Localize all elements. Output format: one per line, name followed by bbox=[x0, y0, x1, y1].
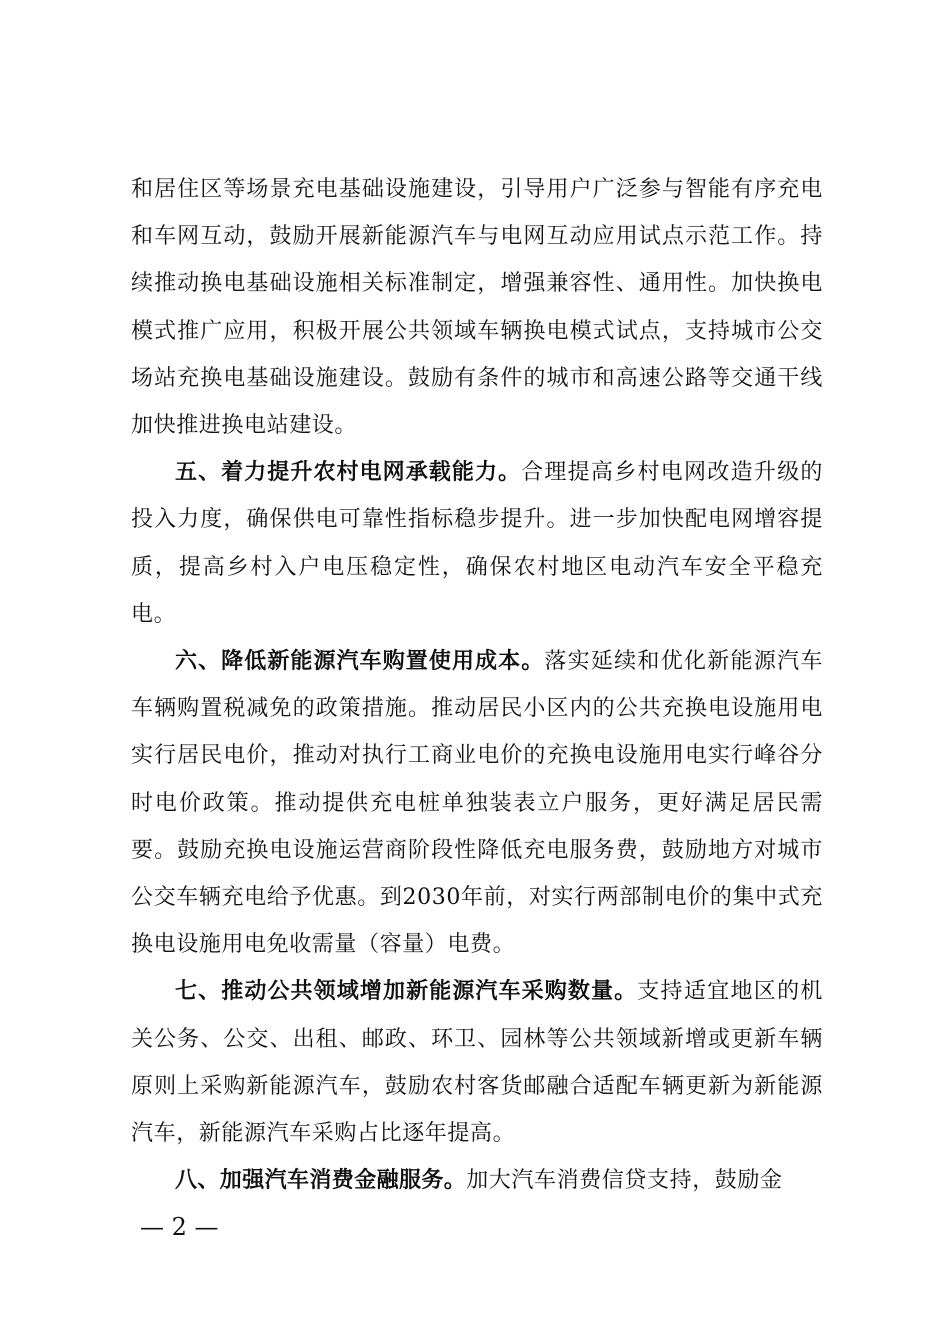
page-number: — 2 — bbox=[140, 1213, 219, 1241]
paragraph-rural-grid bbox=[131, 449, 823, 638]
paragraph-consumer-finance bbox=[131, 1157, 823, 1204]
document-body bbox=[131, 166, 823, 1204]
paragraph-heading: 七、推动公共领域增加新能源汽车采购数量。 bbox=[175, 979, 638, 1005]
paragraph-heading: 六、降低新能源汽车购置使用成本。 bbox=[175, 649, 545, 675]
paragraph-text: 落实延续和优化新能源汽车车辆购置税减免的政策措施。推动居民小区内的公共充换电设施用电实行居民电价，推动对执行工商业电价的充换电设施用电实行峰谷分时电价政策。推动提供充电桩单独装表立户服务，更好满足居民需要。鼓励充换电设施运营商阶段性降低充电服务费，鼓励地方对城市公交车辆充电给予优惠。到2030年前，对实行两部制电价的集中式充换电设施用电免收需量（容量）电费。 bbox=[131, 649, 824, 958]
paragraph-cost-reduction bbox=[131, 638, 823, 968]
paragraph-text: 加大汽车消费信贷支持，鼓励金 bbox=[466, 1168, 783, 1194]
paragraph-text: 和居住区等场景充电基础设施建设，引导用户广泛参与智能有序充电和车网互动，鼓励开展新能源汽车与电网互动应用试点示范工作。持续推动换电基础设施相关标准制定，增强兼容性、通用性。加快换电模式推广应用，积极开展公共领域车辆换电模式试点，支持城市公交场站充换电基础设施建设。鼓励有条件的城市和高速公路等交通干线加快推进换电站建设。 bbox=[131, 177, 823, 439]
paragraph-text: 合理提高乡村电网改造升级的投入力度，确保供电可靠性指标稳步提升。进一步加快配电网增容提质，提高乡村入户电压稳定性，确保农村地区电动汽车安全平稳充电。 bbox=[131, 460, 823, 627]
paragraph-heading: 五、着力提升农村电网承载能力。 bbox=[175, 460, 522, 486]
paragraph-continued bbox=[131, 166, 823, 449]
paragraph-text: 支持适宜地区的机关公务、公交、出租、邮政、环卫、园林等公共领域新增或更新车辆原则上采购新能源汽车，鼓励农村客货邮融合适配车辆更新为新能源汽车，新能源汽车采购占比逐年提高。 bbox=[131, 979, 823, 1147]
paragraph-public-procurement bbox=[131, 968, 823, 1157]
paragraph-heading: 八、加强汽车消费金融服务。 bbox=[175, 1168, 467, 1194]
